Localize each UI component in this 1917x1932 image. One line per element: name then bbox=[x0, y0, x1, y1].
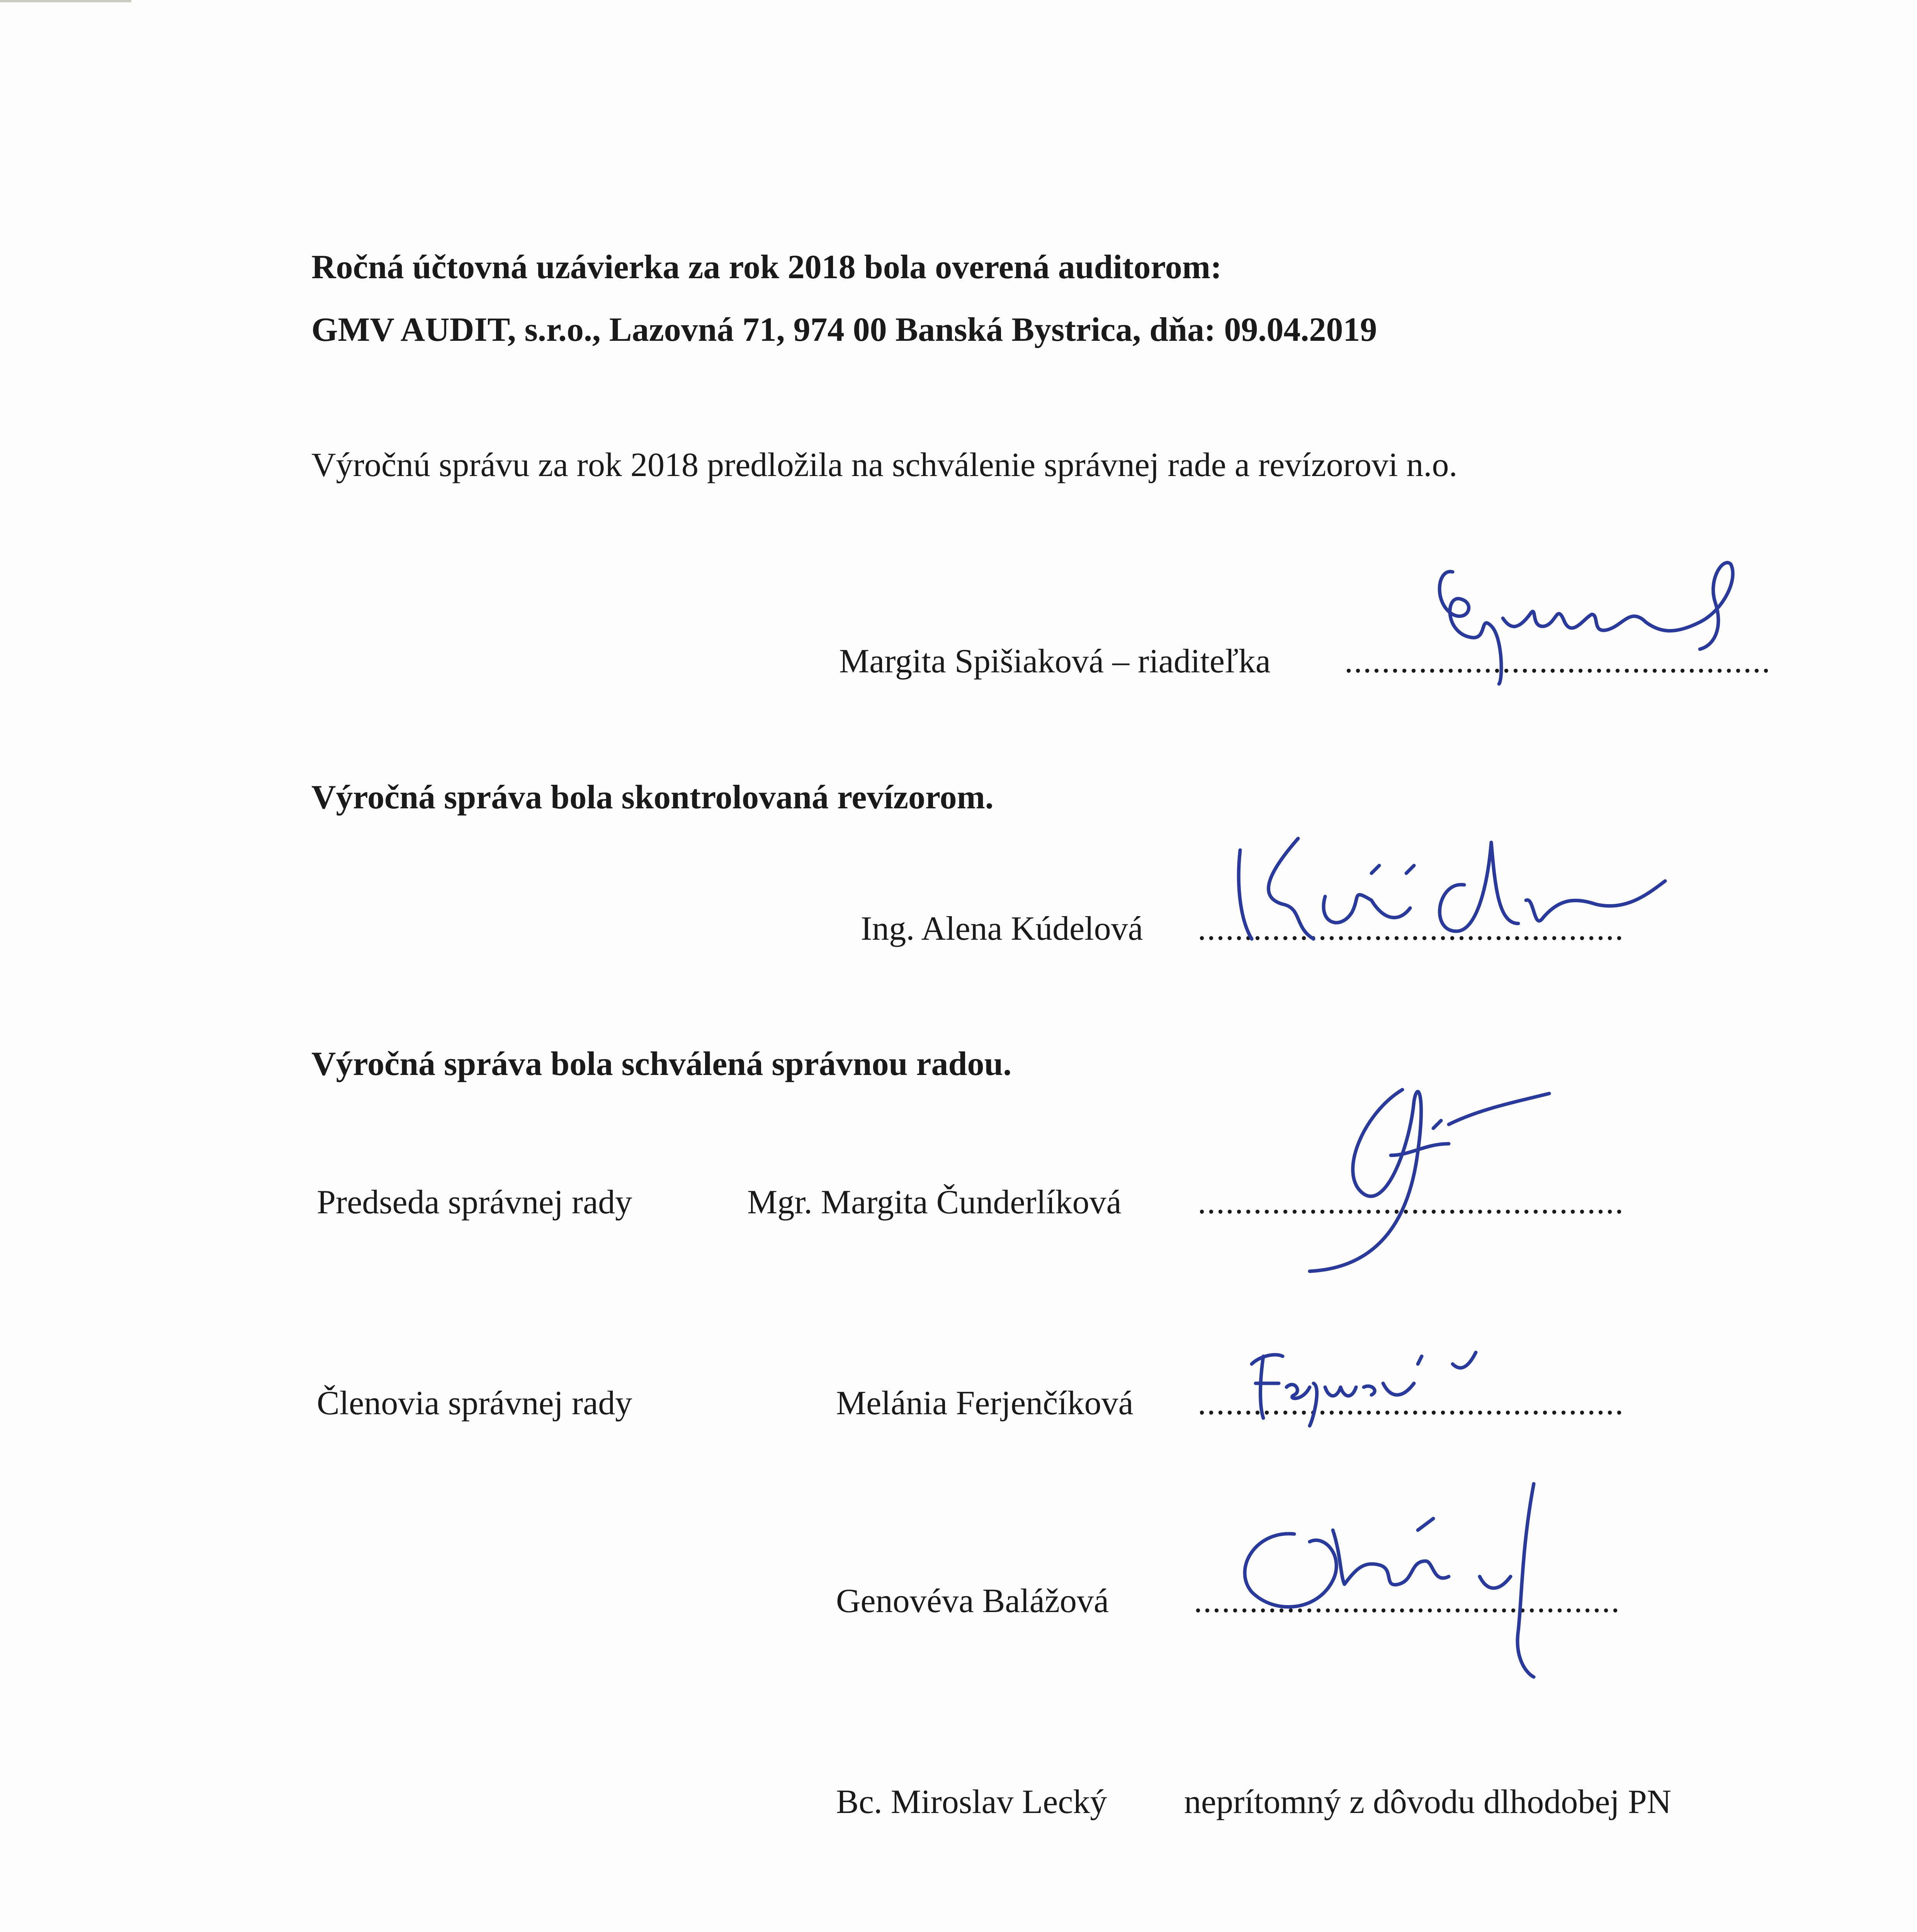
director-signature bbox=[1429, 556, 1762, 688]
scan-edge-top bbox=[0, 0, 131, 2]
auditor-signature-line: .............................................. bbox=[1198, 910, 1624, 947]
members-label: Členovia správnej rady bbox=[317, 1384, 632, 1422]
auditor-details: GMV AUDIT, s.r.o., Lazovná 71, 974 00 Banská Bystrica, dňa: 09.04.2019 bbox=[311, 311, 1377, 349]
member-name-1: Melánia Ferjenčíková bbox=[836, 1384, 1134, 1422]
chair-signature bbox=[1286, 1066, 1557, 1283]
member-signature-1 bbox=[1236, 1341, 1484, 1434]
auditor-signature bbox=[1225, 831, 1669, 954]
member-name-3: Bc. Miroslav Lecký bbox=[836, 1783, 1107, 1821]
member-name-2: Genovéva Balážová bbox=[836, 1582, 1109, 1620]
member-signature-2 bbox=[1217, 1476, 1565, 1692]
member-note-3: neprítomný z dôvodu dlhodobej PN bbox=[1184, 1783, 1672, 1821]
member-signature-line-1: .............................................. bbox=[1198, 1384, 1624, 1422]
chair-signature-line: .............................................. bbox=[1198, 1184, 1624, 1221]
auditor-name: Ing. Alena Kúdelová bbox=[861, 910, 1143, 947]
chair-label: Predseda správnej rady bbox=[317, 1184, 632, 1221]
director-signature-line: .............................................. bbox=[1344, 643, 1771, 680]
board-section-heading: Výročná správa bola schválená správnou radou. bbox=[311, 1045, 1012, 1083]
audit-statement-heading: Ročná účtovná uzávierka za rok 2018 bola overená auditorom: bbox=[311, 248, 1222, 286]
chair-name: Mgr. Margita Čunderlíková bbox=[747, 1184, 1122, 1221]
intro-paragraph: Výročnú správu za rok 2018 predložila na schválenie správnej rade a revízorovi n.o. bbox=[311, 446, 1458, 484]
member-signature-line-2: .............................................. bbox=[1194, 1582, 1620, 1620]
director-label: Margita Spišiaková – riaditeľka bbox=[839, 643, 1271, 680]
auditor-section-heading: Výročná správa bola skontrolovaná revízorom. bbox=[311, 779, 994, 816]
